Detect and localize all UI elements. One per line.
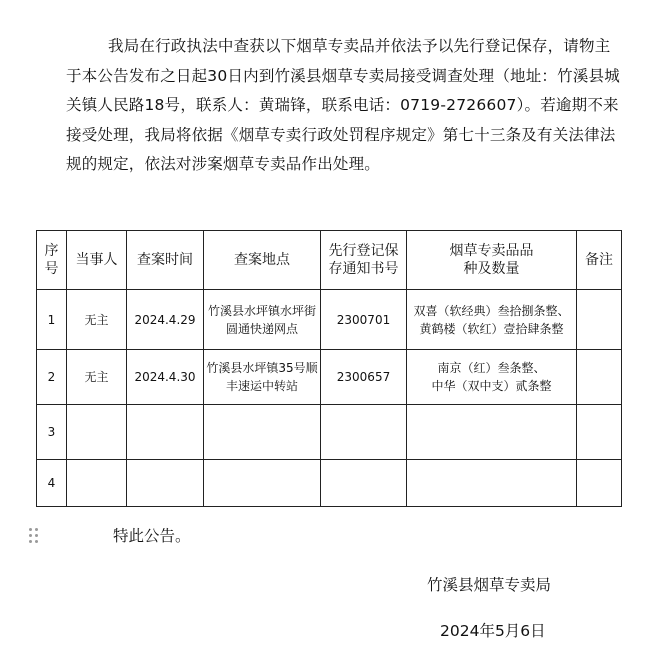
cell-location xyxy=(204,405,321,460)
cell-party xyxy=(67,460,127,507)
cell-item-line: 南京（红）叁条整、 xyxy=(437,361,546,375)
cell-location: 竹溪县水坪镇水坪街圆通快递网点 xyxy=(204,290,321,350)
header-seq: 序号 xyxy=(37,231,67,290)
cell-remarks xyxy=(577,460,622,507)
header-items: 烟草专卖品品种及数量 xyxy=(407,231,577,290)
cell-notice-no xyxy=(321,460,407,507)
seized-items-table xyxy=(36,230,622,507)
header-notice-no: 先行登记保存通知书号 xyxy=(321,231,407,290)
cell-party xyxy=(67,405,127,460)
notice-paragraph: 我局在行政执法中查获以下烟草专卖品并依法予以先行登记保存，请物主于本公告发布之日起30日内到竹溪县烟草专卖局接受调查处理（地址：竹溪县城关镇人民路18号，联系人：黄瑞锋，联系电话：0719-2726607）。若逾期不来接受处理，我局将依据《烟草专卖行政处罚程序规定》第七十三条及有关法律法规的规定，依法对涉案烟草专卖品作出处理。 xyxy=(66,37,620,174)
cell-notice-no xyxy=(321,405,407,460)
cell-seq: 3 xyxy=(37,405,67,460)
cell-date xyxy=(127,460,204,507)
cell-items xyxy=(407,350,577,405)
cell-seq: 1 xyxy=(37,290,67,350)
cell-remarks xyxy=(577,350,622,405)
signature-date: 2024年5月6日 xyxy=(440,622,546,640)
header-date: 查案时间 xyxy=(127,231,204,290)
header-remarks: 备注 xyxy=(577,231,622,290)
cell-items xyxy=(407,460,577,507)
cell-remarks xyxy=(577,290,622,350)
header-location: 查案地点 xyxy=(204,231,321,290)
cell-date xyxy=(127,405,204,460)
cell-party: 无主 xyxy=(67,290,127,350)
cell-notice-no: 2300701 xyxy=(321,290,407,350)
table-header-row xyxy=(37,231,622,290)
cell-notice-no: 2300657 xyxy=(321,350,407,405)
table-row xyxy=(37,460,622,507)
table-row xyxy=(37,350,622,405)
table-row xyxy=(37,405,622,460)
cell-items xyxy=(407,290,577,350)
cell-item-line: 黄鹤楼（软红）壹拾肆条整 xyxy=(419,321,564,336)
cell-item-line: 中华（双中支）贰条整 xyxy=(431,379,552,393)
cell-seq: 2 xyxy=(37,350,67,405)
closing-text: 特此公告。 xyxy=(113,527,191,545)
agency-signature: 竹溪县烟草专卖局 xyxy=(427,576,552,594)
cell-location: 竹溪县水坪镇35号顺丰速运中转站 xyxy=(204,350,321,405)
cell-date: 2024.4.29 xyxy=(127,290,204,350)
cell-item-line: 双喜（软经典）叁拾捌条整、 xyxy=(413,303,570,318)
cell-items xyxy=(407,405,577,460)
cell-party: 无主 xyxy=(67,350,127,405)
cell-date: 2024.4.30 xyxy=(127,350,204,405)
header-party: 当事人 xyxy=(67,231,127,290)
cell-location xyxy=(204,460,321,507)
cell-remarks xyxy=(577,405,622,460)
drag-handle-icon[interactable] xyxy=(29,528,38,543)
table-row xyxy=(37,290,622,350)
cell-seq: 4 xyxy=(37,460,67,507)
